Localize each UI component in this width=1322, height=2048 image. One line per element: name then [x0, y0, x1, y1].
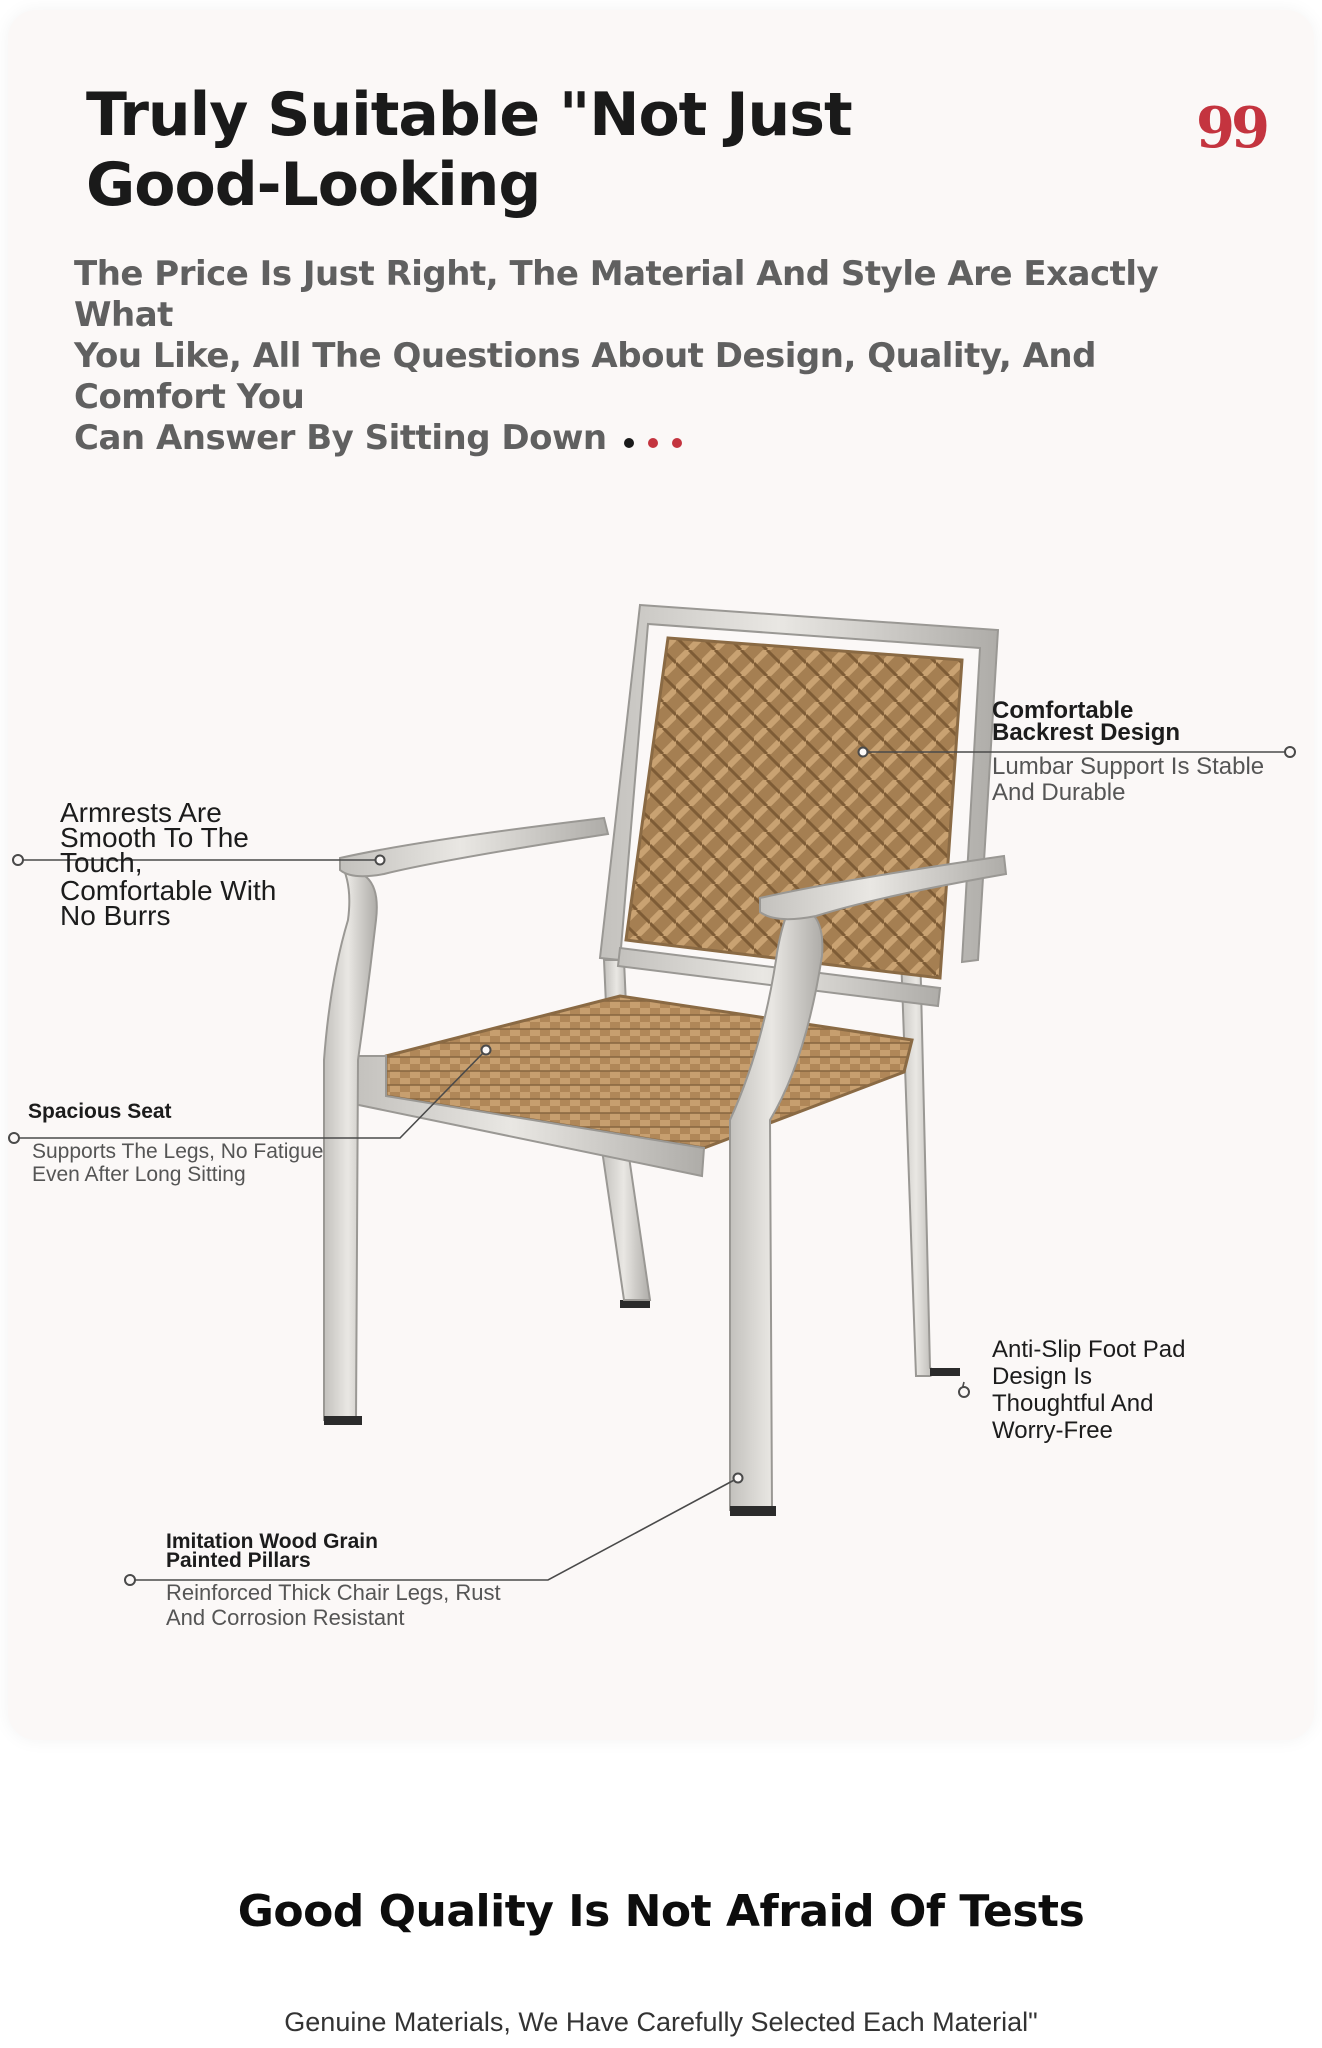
seat-desc-line-1: Supports The Legs, No Fatigue	[32, 1140, 324, 1163]
backrest-callout	[992, 697, 1265, 806]
pillars-desc-line-2: And Corrosion Resistant	[166, 1605, 405, 1630]
subheadline-line-1: The Price Is Just Right, The Material And Style Are Exactly What	[74, 254, 1159, 335]
backrest-title-line-1: Comfortable	[992, 697, 1134, 724]
footpad-callout-text	[992, 1336, 1185, 1444]
backrest-title-line-2: Backrest Design	[992, 719, 1181, 746]
headline-line-2: Good-Looking	[86, 150, 541, 220]
footpad-line-3: Thoughtful And	[992, 1390, 1154, 1417]
backrest-callout-title	[992, 697, 1264, 746]
footpad-line-4: Worry-Free	[992, 1417, 1113, 1444]
section-subtitle: Genuine Materials, We Have Carefully Selected Each Material"	[284, 2007, 1038, 2037]
footpad-line-2: Design Is	[992, 1363, 1093, 1390]
pillars-desc-line-1: Reinforced Thick Chair Legs, Rust	[166, 1580, 501, 1605]
front-left-leg	[324, 870, 377, 1420]
section-title: Good Quality Is Not Afraid Of Tests	[237, 1886, 1085, 1937]
subheadline-line-3: Can Answer By Sitting Down	[74, 418, 607, 458]
armrest-line-1: Armrests Are	[60, 797, 222, 828]
armrest-line-3: Touch,	[60, 847, 143, 878]
armrest-callout	[60, 797, 277, 931]
pillars-title-line-2: Painted Pillars	[166, 1549, 311, 1572]
subheadline-line-2: You Like, All The Questions About Design, Quality, And Comfort You	[74, 336, 1096, 417]
seat-desc-line-2: Even After Long Sitting	[32, 1163, 246, 1186]
seat-callout-title: Spacious Seat	[28, 1100, 172, 1123]
left-armrest	[340, 818, 608, 876]
armrest-callout-text-2	[60, 875, 277, 931]
headline-line-1: Truly Suitable "Not Just	[86, 80, 852, 150]
pillars-callout-title	[166, 1532, 501, 1570]
pillars-callout-desc	[166, 1580, 501, 1630]
backrest-callout-desc	[992, 754, 1264, 806]
pillars-title-line-1: Imitation Wood Grain	[166, 1530, 378, 1553]
seat-callout	[28, 1100, 323, 1186]
footpad-line-1: Anti-Slip Foot Pad	[992, 1336, 1186, 1363]
armrest-line-5: No Burrs	[60, 900, 171, 931]
pillars-callout	[166, 1532, 501, 1630]
front-right-leg	[730, 906, 822, 1510]
backrest-desc-line-2: And Durable	[992, 779, 1126, 806]
seat-callout-desc	[28, 1140, 323, 1186]
armrest-line-2: Smooth To The	[60, 822, 249, 853]
backrest-desc-line-1: Lumbar Support Is Stable	[992, 753, 1265, 780]
quote-mark-icon: 99	[1196, 95, 1266, 161]
armrest-callout-text	[60, 797, 276, 878]
armrest-line-4: Comfortable With	[60, 875, 277, 906]
footpad-callout	[992, 1336, 1185, 1444]
